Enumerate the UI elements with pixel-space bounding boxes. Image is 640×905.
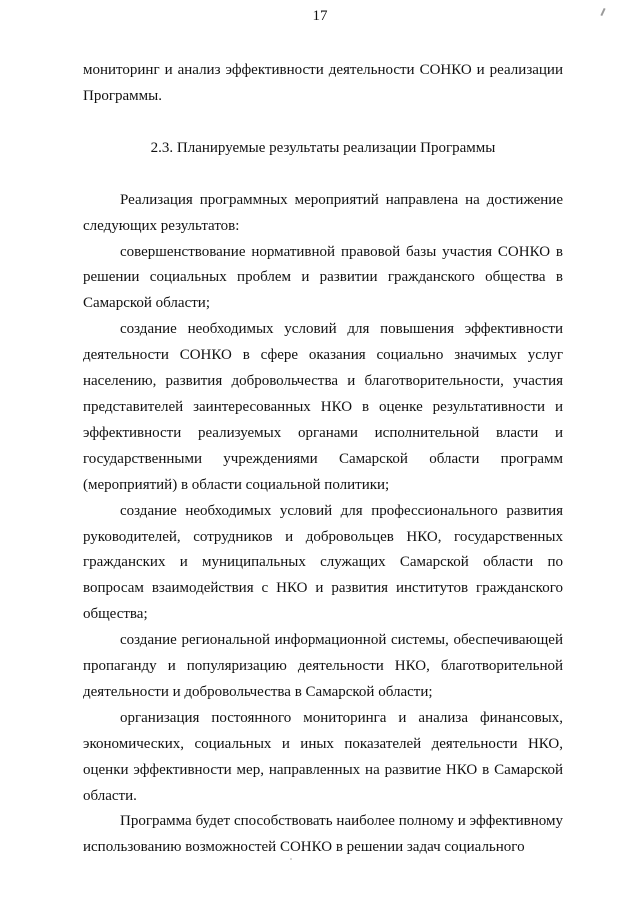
page-number: 17 xyxy=(312,8,328,24)
paragraph-result-5: организация постоянного мониторинга и анализа финансовых, экономических, социальных и иных показателей деятельности НКО, оценки эффективности мер, направленных на развитие НКО в Самарской области. xyxy=(83,709,563,804)
paragraph-conclusion: Программа будет способствовать наиболее полному и эффективному использованию возможностей СОНКО в решении задач социального xyxy=(83,813,563,856)
paragraph-result-1: совершенствование нормативной правовой базы участия СОНКО в решении социальных проблем и развитии гражданского общества в Самарской области; xyxy=(83,243,563,312)
paragraph-result-4: создание региональной информационной системы, обеспечивающей пропаганду и популяризацию деятельности НКО, благотворительной деятельности и добровольчества в Самарской области; xyxy=(83,632,563,700)
scan-speck xyxy=(290,858,292,860)
paragraph-intro: Реализация программных мероприятий направлена на достижение следующих результатов: xyxy=(83,191,563,234)
paragraph-continuation: мониторинг и анализ эффективности деятельности СОНКО и реализации Программы. xyxy=(83,62,563,104)
section-heading: 2.3. Планируемые результаты реализации Программы xyxy=(150,139,496,156)
paragraph-result-2: создание необходимых условий для повышения эффективности деятельности СОНКО в сфере оказания социально значимых услуг населению, развития добровольчества и благотворительности, участия представителей заинтересованных НКО в оценке результативности и эффективности реализуемых органами исполнительной власти и государственными учреждениями Самарской области программ (мероприятий) в области социальной политики; xyxy=(83,321,563,493)
paragraph-result-3: создание необходимых условий для профессионального развития руководителей, сотрудников и добровольцев НКО, государственных гражданских и муниципальных служащих Самарской области по вопросам взаимодействия с НКО и развития институтов гражданского общества; xyxy=(83,502,563,623)
document-body xyxy=(83,58,563,861)
